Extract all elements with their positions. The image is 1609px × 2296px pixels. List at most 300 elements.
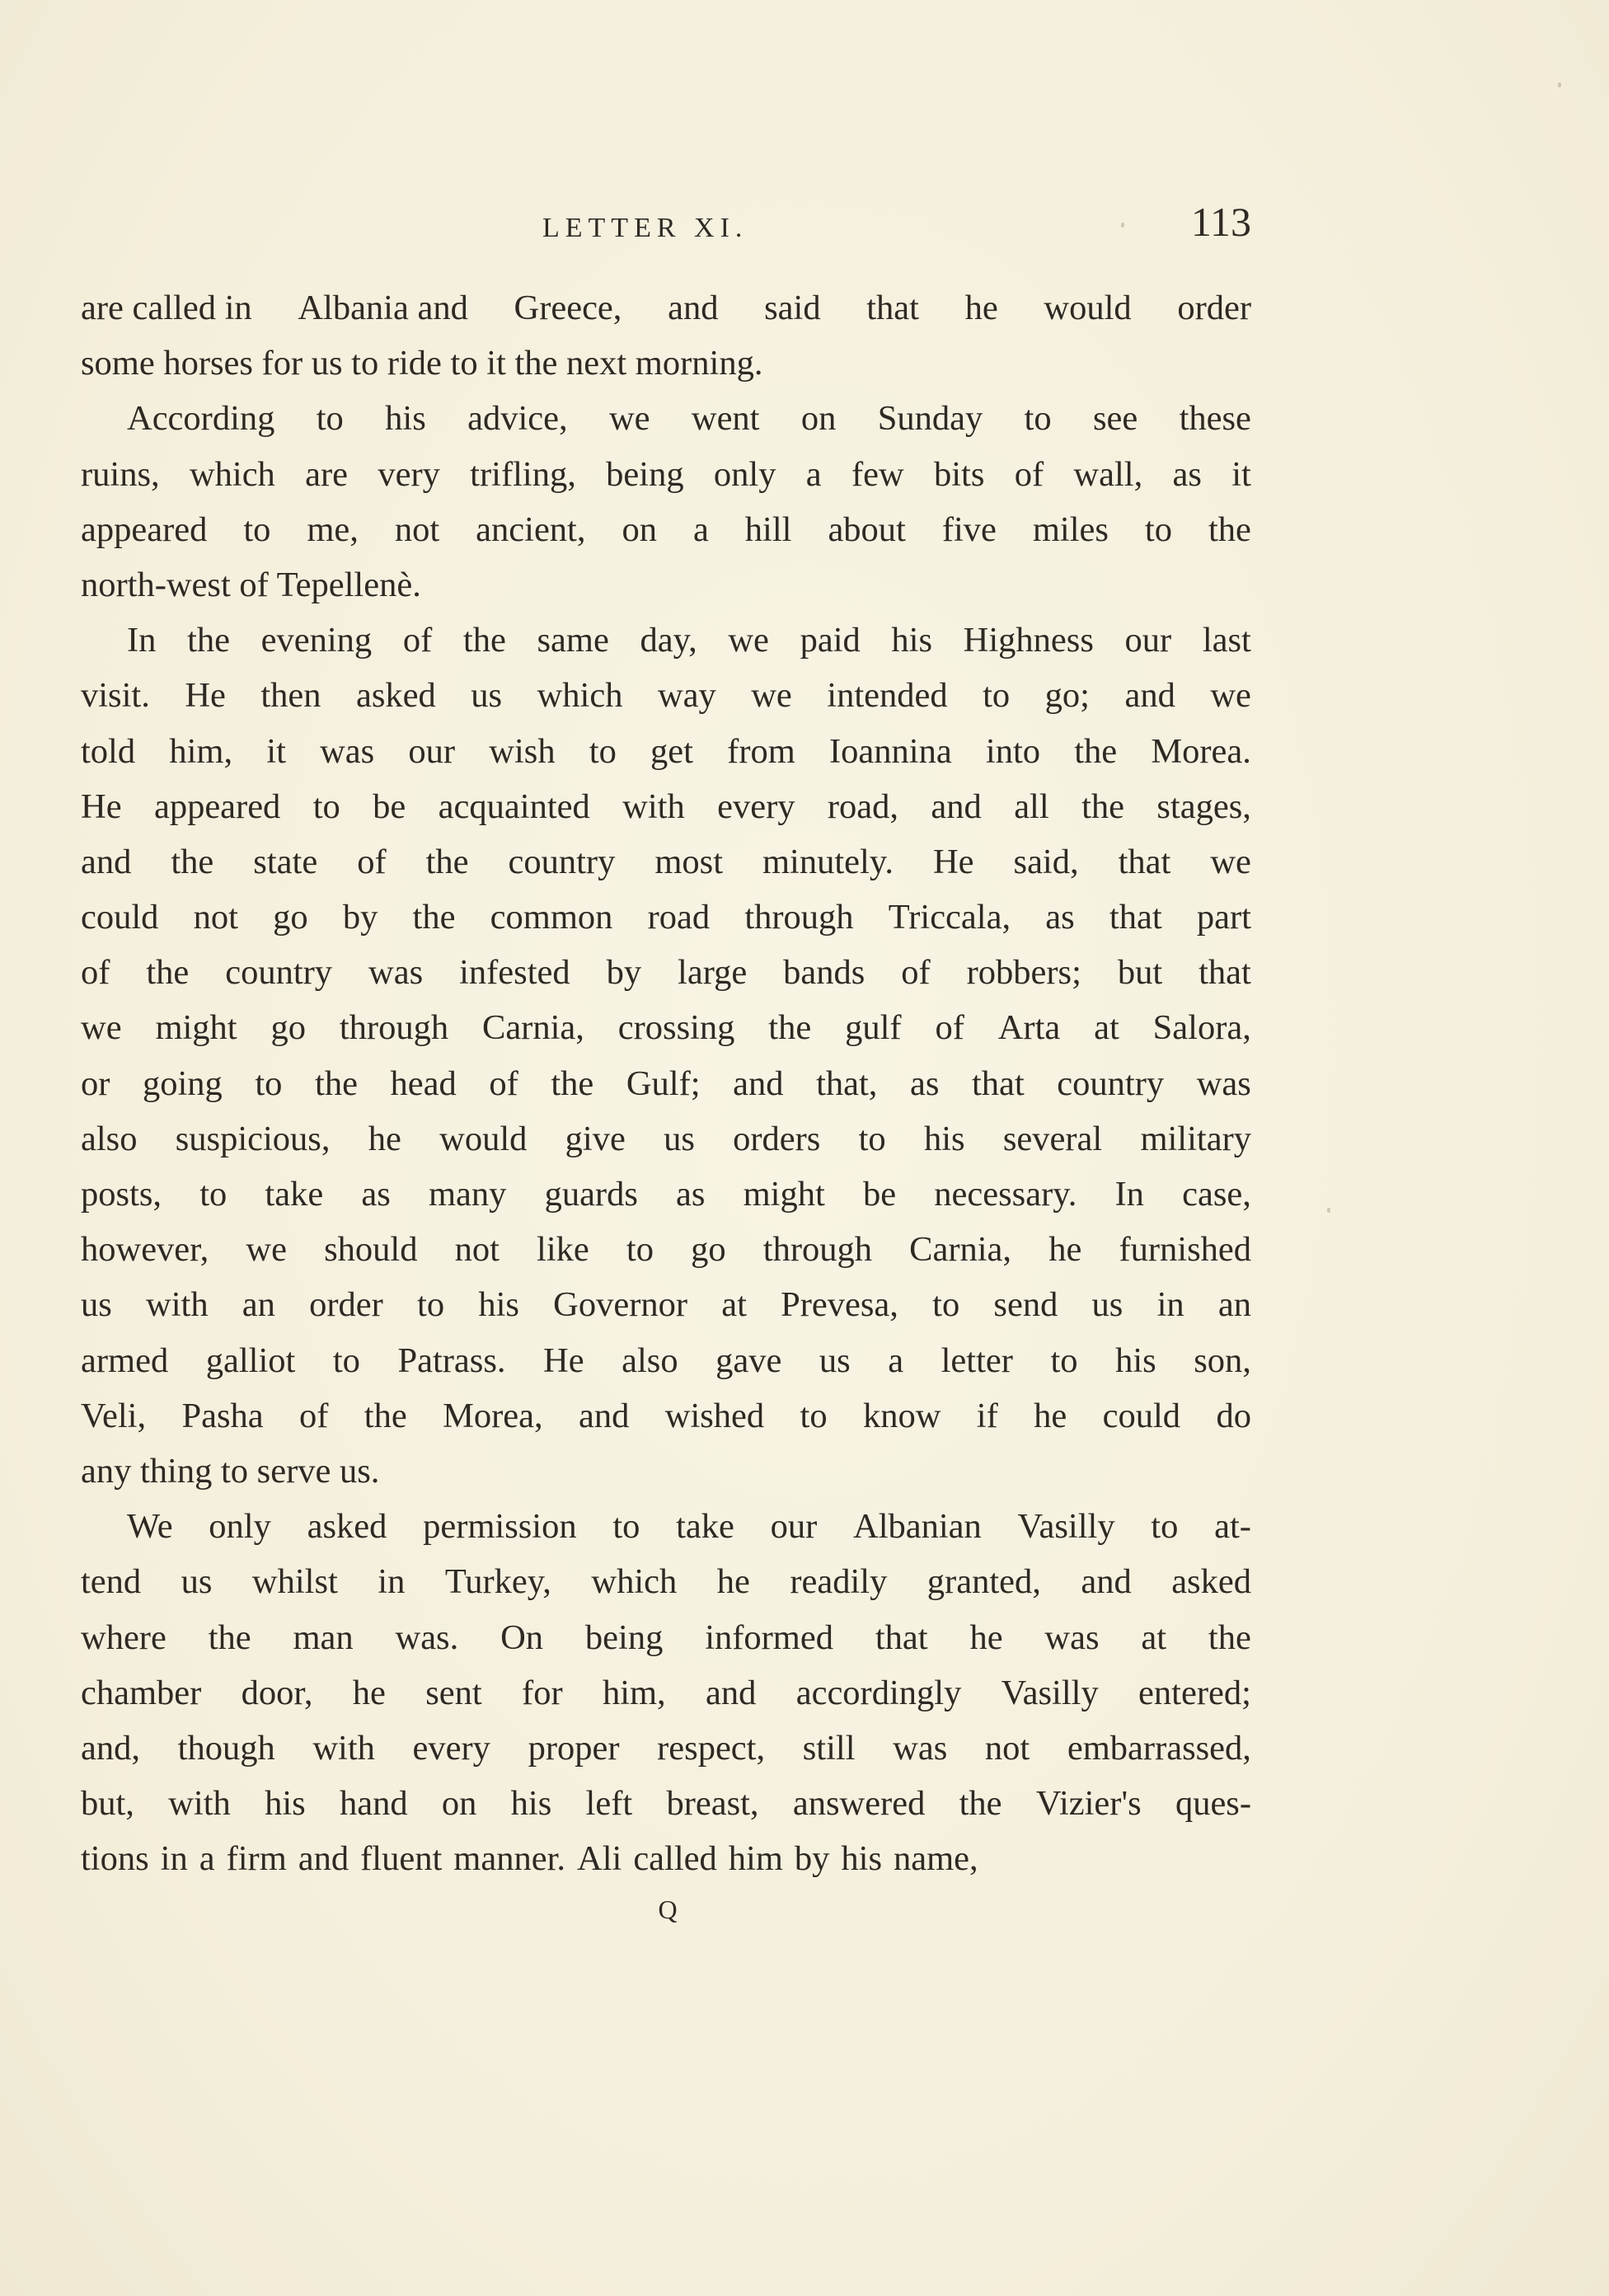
word: could xyxy=(1102,1396,1181,1435)
word: the xyxy=(315,1063,358,1103)
word: and xyxy=(81,842,132,881)
word: it xyxy=(266,731,286,771)
word: not xyxy=(394,509,440,549)
text-line xyxy=(81,1776,1251,1831)
word: by xyxy=(342,898,378,937)
word: we xyxy=(1210,842,1251,881)
word: and xyxy=(931,786,982,826)
word: permission xyxy=(423,1507,577,1547)
word: said xyxy=(764,289,821,327)
word: of xyxy=(81,953,110,993)
word: we xyxy=(246,1230,287,1270)
word: was xyxy=(320,731,375,771)
word: he xyxy=(964,289,998,327)
word: that xyxy=(875,1618,928,1657)
word: of xyxy=(357,842,387,881)
word: Ali xyxy=(577,1839,622,1879)
word: me, xyxy=(307,509,359,549)
word: evening xyxy=(260,621,373,660)
text-line xyxy=(81,1831,1251,1886)
word: country xyxy=(508,842,616,881)
word: his xyxy=(841,1839,883,1879)
word: was. xyxy=(395,1618,459,1657)
word: bits xyxy=(933,454,985,494)
word: embarrassed, xyxy=(1067,1728,1251,1768)
word: whilst xyxy=(251,1562,338,1602)
word: through xyxy=(762,1230,872,1270)
word: visit. xyxy=(81,676,150,716)
running-title: LETTER XI. xyxy=(542,213,748,243)
word: us xyxy=(81,1285,112,1325)
word: go xyxy=(273,898,308,937)
text-line xyxy=(81,890,1251,945)
word: to xyxy=(199,1175,228,1214)
word: us xyxy=(664,1119,695,1158)
word: head xyxy=(390,1063,457,1103)
word: wished xyxy=(664,1396,765,1435)
word: to xyxy=(1144,509,1172,549)
text-line xyxy=(81,1721,1251,1776)
word: with xyxy=(622,786,685,826)
word: like xyxy=(537,1230,589,1270)
word: his xyxy=(1115,1341,1156,1380)
word: Greece, xyxy=(514,289,622,327)
text-line xyxy=(81,557,1251,613)
word: Sunday xyxy=(877,399,983,439)
word: common xyxy=(490,898,613,937)
word: but, xyxy=(81,1784,134,1824)
word: not xyxy=(454,1230,500,1270)
text-line xyxy=(81,1056,1251,1111)
word: of xyxy=(299,1396,329,1435)
word: a xyxy=(805,454,822,494)
word: into xyxy=(985,731,1041,771)
word: Highness xyxy=(963,621,1094,660)
word: on xyxy=(441,1784,477,1824)
word: robbers; xyxy=(966,953,1081,993)
word: acquainted xyxy=(438,786,590,826)
word: necessary. xyxy=(934,1175,1077,1214)
word: and, xyxy=(81,1728,140,1768)
word: him, xyxy=(602,1673,666,1712)
word: order xyxy=(309,1285,383,1325)
word: he xyxy=(1034,1396,1067,1435)
word: as xyxy=(910,1063,940,1103)
word: know xyxy=(862,1396,941,1435)
word: take xyxy=(676,1507,734,1547)
word: He xyxy=(543,1341,584,1380)
word: and xyxy=(668,289,719,327)
word: Morea. xyxy=(1151,731,1251,771)
word: Vasilly xyxy=(1017,1507,1115,1547)
word: breast, xyxy=(666,1784,759,1824)
word: order xyxy=(1177,289,1251,327)
word: left xyxy=(585,1784,633,1824)
word: suspicious, xyxy=(175,1119,331,1158)
word: Ioannina xyxy=(829,731,952,771)
text-line xyxy=(81,1333,1251,1388)
text-line xyxy=(81,502,1251,557)
word: In xyxy=(127,621,157,660)
word: five xyxy=(941,509,997,549)
word: of xyxy=(489,1063,518,1103)
word: but xyxy=(1117,953,1163,993)
word: then xyxy=(260,676,321,716)
word: to xyxy=(626,1230,654,1270)
word: was xyxy=(368,953,424,993)
word: to xyxy=(983,676,1011,716)
word: state xyxy=(253,842,318,881)
word: miles xyxy=(1032,509,1109,549)
word: Patrass. xyxy=(397,1341,506,1380)
word: are xyxy=(305,454,349,494)
word: and xyxy=(706,1673,757,1712)
word: any thing to serve us. xyxy=(81,1451,380,1491)
word: ques- xyxy=(1175,1784,1251,1824)
word: most xyxy=(654,842,723,881)
word: road, xyxy=(827,786,899,826)
word: country xyxy=(1057,1063,1165,1103)
word: however, xyxy=(81,1230,209,1270)
word: chamber xyxy=(81,1673,202,1712)
word: the xyxy=(425,842,469,881)
word: to xyxy=(1151,1507,1179,1547)
word: that xyxy=(971,1063,1025,1103)
word: on xyxy=(622,509,657,549)
word: very xyxy=(378,454,440,494)
word: an xyxy=(1217,1285,1251,1325)
text-line xyxy=(81,280,1251,336)
text-line xyxy=(81,945,1251,1000)
word: furnished xyxy=(1119,1230,1251,1270)
word: answered xyxy=(792,1784,926,1824)
word: or xyxy=(81,1063,110,1103)
word: and xyxy=(733,1063,784,1103)
word: the xyxy=(146,953,190,993)
word: at xyxy=(1141,1618,1167,1657)
text-line xyxy=(81,447,1251,502)
word: with xyxy=(168,1784,231,1824)
paper-fleck xyxy=(1121,223,1124,228)
word: go xyxy=(270,1008,306,1048)
word: the xyxy=(551,1063,594,1103)
word: was xyxy=(893,1728,948,1768)
word: the xyxy=(187,621,230,660)
word: be xyxy=(373,786,406,826)
word: give xyxy=(565,1119,626,1158)
word: Vasilly xyxy=(1001,1673,1099,1712)
word: many xyxy=(428,1175,507,1214)
running-head xyxy=(81,199,1251,256)
word: every xyxy=(717,786,795,826)
word: the xyxy=(1074,731,1118,771)
word: north-west of Tepellenè. xyxy=(81,565,421,604)
word: Prevesa, xyxy=(781,1285,898,1325)
word: about xyxy=(828,509,906,549)
word: to xyxy=(932,1285,960,1325)
text-line xyxy=(81,613,1251,668)
word: man xyxy=(293,1618,354,1657)
word: by xyxy=(606,953,642,993)
word: him xyxy=(728,1839,783,1879)
word: some horses for us to ride to it the next morning. xyxy=(81,344,763,383)
word: go xyxy=(691,1230,726,1270)
word: Carnia, xyxy=(909,1230,1012,1270)
word: asked xyxy=(307,1507,387,1547)
word: only xyxy=(713,454,776,494)
word: same xyxy=(537,621,609,660)
word: he xyxy=(1048,1230,1082,1270)
word: a xyxy=(199,1839,215,1879)
word: few xyxy=(851,454,904,494)
word: to xyxy=(243,509,271,549)
text-line xyxy=(81,1388,1251,1444)
word: case, xyxy=(1182,1175,1251,1214)
word: we xyxy=(728,621,769,660)
word: orders xyxy=(733,1119,821,1158)
word: was xyxy=(1044,1618,1100,1657)
word: the xyxy=(412,898,456,937)
word: paid xyxy=(800,621,861,660)
word: told xyxy=(81,731,136,771)
text-line xyxy=(81,1554,1251,1609)
word: we xyxy=(81,1008,122,1048)
word: hill xyxy=(744,509,792,549)
word: to xyxy=(316,399,344,439)
word: him, xyxy=(169,731,233,771)
word: which xyxy=(189,454,275,494)
word: In xyxy=(1114,1175,1144,1214)
word: every xyxy=(412,1728,490,1768)
word: Triccala, xyxy=(888,898,1011,937)
word: appeared xyxy=(153,786,281,826)
word: our xyxy=(770,1507,818,1547)
word: ruins, xyxy=(81,454,160,494)
word: where xyxy=(81,1618,167,1657)
word: fluent xyxy=(360,1839,443,1879)
word: that xyxy=(1118,842,1171,881)
word: through xyxy=(744,898,854,937)
word: respect, xyxy=(657,1728,766,1768)
word: the xyxy=(959,1784,1002,1824)
word: He xyxy=(932,842,974,881)
word: firm xyxy=(226,1839,287,1879)
word: his xyxy=(385,399,426,439)
word: as xyxy=(1172,454,1202,494)
word: Arta xyxy=(997,1008,1061,1048)
word: at- xyxy=(1214,1507,1251,1547)
word: only xyxy=(209,1507,271,1547)
word: road xyxy=(647,898,711,937)
word: gave xyxy=(715,1341,782,1380)
word: which xyxy=(591,1562,678,1602)
word: said, xyxy=(1013,842,1079,881)
word: would xyxy=(439,1119,528,1158)
word: to xyxy=(589,731,617,771)
word: wish xyxy=(489,731,556,771)
text-line xyxy=(81,1167,1251,1222)
word: Veli, xyxy=(81,1396,147,1435)
word: gulf xyxy=(845,1008,902,1048)
word: readily xyxy=(790,1562,888,1602)
word: part xyxy=(1196,898,1251,937)
word: the xyxy=(364,1396,407,1435)
word: still xyxy=(802,1728,856,1768)
word: by xyxy=(794,1839,830,1879)
word: trifling, xyxy=(470,454,576,494)
word: to xyxy=(332,1341,360,1380)
word: to xyxy=(612,1507,640,1547)
word: tend xyxy=(81,1562,142,1602)
word: the xyxy=(171,842,214,881)
text-line xyxy=(81,668,1251,723)
word: to xyxy=(255,1063,283,1103)
word: his xyxy=(923,1119,965,1158)
word: he xyxy=(969,1618,1003,1657)
word: the xyxy=(768,1008,812,1048)
word: that xyxy=(1199,953,1251,993)
word: minutely. xyxy=(762,842,894,881)
word: to xyxy=(800,1396,828,1435)
word: to xyxy=(312,786,340,826)
word: He xyxy=(185,676,226,716)
text-line xyxy=(81,724,1251,779)
word: posts, xyxy=(81,1175,162,1214)
text-line xyxy=(81,1610,1251,1665)
word: of xyxy=(1014,454,1044,494)
word: last xyxy=(1202,621,1251,660)
word: hand xyxy=(339,1784,408,1824)
word: with xyxy=(146,1285,209,1325)
text-line xyxy=(81,1665,1251,1721)
word: it xyxy=(1231,454,1251,494)
word: being xyxy=(584,1618,664,1657)
word: are called in xyxy=(81,289,252,327)
word: Governor xyxy=(553,1285,688,1325)
word: his xyxy=(891,621,933,660)
word: his xyxy=(478,1285,519,1325)
word: sent xyxy=(425,1673,482,1712)
word: galliot xyxy=(205,1341,296,1380)
word: that xyxy=(866,289,919,327)
word: we xyxy=(751,676,792,716)
word: appeared xyxy=(81,509,208,549)
word: Pasha xyxy=(181,1396,264,1435)
word: at xyxy=(1094,1008,1119,1048)
word: we xyxy=(608,399,650,439)
word: Vizier's xyxy=(1035,1784,1142,1824)
word: to xyxy=(1024,399,1052,439)
paper-fleck xyxy=(1327,1208,1330,1213)
word: several xyxy=(1002,1119,1103,1158)
word: a xyxy=(692,509,709,549)
word: of xyxy=(901,953,931,993)
word: to xyxy=(1050,1341,1078,1380)
word: could xyxy=(81,898,159,937)
word: intended xyxy=(827,676,948,716)
word: he xyxy=(368,1119,401,1158)
word: ancient, xyxy=(476,509,586,549)
word: manner. xyxy=(453,1839,565,1879)
word: letter xyxy=(941,1341,1013,1380)
word: us xyxy=(181,1562,213,1602)
word: and xyxy=(579,1396,630,1435)
word: all xyxy=(1014,786,1049,826)
word: if xyxy=(976,1396,998,1435)
word: the xyxy=(462,621,506,660)
word: an xyxy=(242,1285,275,1325)
text-line xyxy=(81,1000,1251,1055)
word: of xyxy=(935,1008,964,1048)
word: country xyxy=(225,953,333,993)
word: way xyxy=(657,676,716,716)
word: Salora, xyxy=(1152,1008,1251,1048)
word: as xyxy=(676,1175,706,1214)
word: his xyxy=(265,1784,306,1824)
word: armed xyxy=(81,1341,169,1380)
word: be xyxy=(862,1175,897,1214)
word: as xyxy=(361,1175,391,1214)
word: the xyxy=(1208,1618,1251,1657)
text-line xyxy=(81,391,1251,446)
word: in xyxy=(1156,1285,1184,1325)
word: from xyxy=(727,731,795,771)
word: According xyxy=(127,399,275,439)
word: our xyxy=(1124,621,1172,660)
word: wall, xyxy=(1073,454,1143,494)
word: us xyxy=(819,1341,851,1380)
body-text xyxy=(81,280,1251,1886)
word: with xyxy=(312,1728,375,1768)
word: of xyxy=(402,621,433,660)
paper-fleck xyxy=(1558,82,1561,87)
word: get xyxy=(650,731,693,771)
word: We xyxy=(127,1507,173,1547)
word: through xyxy=(339,1008,449,1048)
word: also xyxy=(622,1341,678,1380)
word: and xyxy=(1081,1562,1132,1602)
word: also xyxy=(81,1119,138,1158)
word: which xyxy=(537,676,623,716)
word: us xyxy=(471,676,503,716)
word: we xyxy=(1210,676,1251,716)
word: should xyxy=(324,1230,418,1270)
word: take xyxy=(265,1175,324,1214)
word: the xyxy=(208,1618,251,1657)
word: door, xyxy=(241,1673,313,1712)
text-line xyxy=(81,336,1251,391)
word: that, xyxy=(816,1063,878,1103)
word: advice, xyxy=(467,399,568,439)
word: asked xyxy=(356,676,436,716)
word: Albania and xyxy=(298,289,468,327)
word: to xyxy=(858,1119,886,1158)
word: called xyxy=(633,1839,717,1879)
text-line xyxy=(81,1222,1251,1277)
word: large xyxy=(678,953,748,993)
word: military xyxy=(1140,1119,1251,1158)
word: would xyxy=(1044,289,1132,327)
word: and xyxy=(1124,676,1175,716)
signature-mark: Q xyxy=(658,1895,678,1924)
word: Albanian xyxy=(853,1507,982,1547)
word: do xyxy=(1216,1396,1251,1435)
word: not xyxy=(984,1728,1030,1768)
word: guards xyxy=(544,1175,638,1214)
word: on xyxy=(800,399,837,439)
word: our xyxy=(408,731,456,771)
word: On xyxy=(500,1618,544,1657)
